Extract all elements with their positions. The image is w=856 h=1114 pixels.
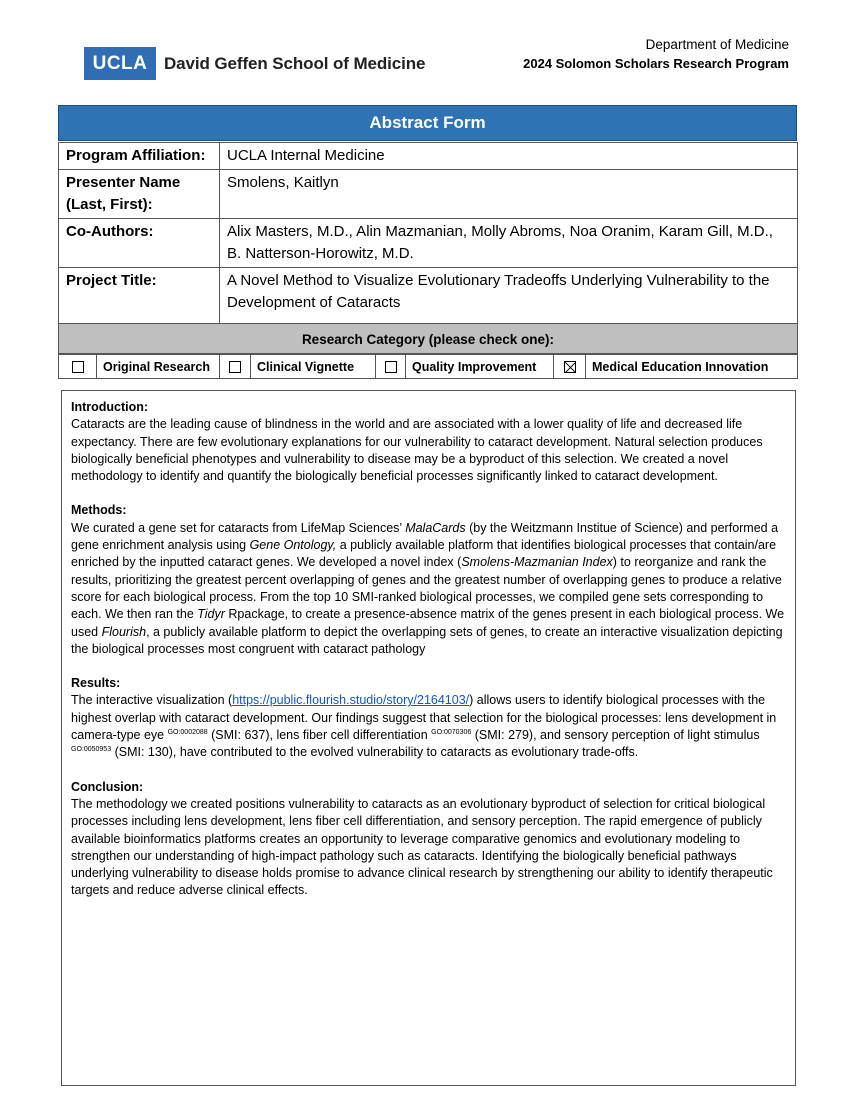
research-category-options xyxy=(58,354,798,379)
go-term: GO:0050953 xyxy=(71,746,112,754)
program-affiliation-value: UCLA Internal Medicine xyxy=(220,143,798,170)
field-label: Co-Authors: xyxy=(59,219,220,268)
field-label: Project Title: xyxy=(59,268,220,330)
section-heading: Conclusion: xyxy=(71,779,144,794)
field-label: Presenter Name (Last, First): xyxy=(59,170,220,219)
department-header xyxy=(523,35,789,73)
introduction-text: Cataracts are the leading cause of blindness in the world and are associated with a lower quality of life and decreased life expectancy. There are few evolutionary explanations for our vulnerability to cataract development. Natural selection produces biologically beneficial phenotypes and vulnerability to disease may be a byproduct of this selection. We created a novel methodology to identify and quantify the biologically beneficial processes significantly linked to cataract development. xyxy=(71,417,763,484)
category-label: Original Research xyxy=(97,355,220,379)
go-term: GO:0002088 xyxy=(167,729,208,737)
checkbox-medical-education-innovation[interactable] xyxy=(554,355,586,379)
category-label: Medical Education Innovation xyxy=(586,355,798,379)
research-category-header: Research Category (please check one): xyxy=(58,323,798,354)
go-term: GO:0070306 xyxy=(431,729,472,737)
category-label: Quality Improvement xyxy=(406,355,554,379)
field-label: Program Affiliation: xyxy=(59,143,220,170)
program-name: 2024 Solomon Scholars Research Program xyxy=(523,56,789,71)
school-name: David Geffen School of Medicine xyxy=(164,53,426,73)
checkbox-icon xyxy=(229,361,241,373)
checked-box-icon xyxy=(564,361,576,373)
category-label: Clinical Vignette xyxy=(251,355,376,379)
checkbox-icon xyxy=(385,361,397,373)
section-heading: Methods: xyxy=(71,503,127,518)
conclusion-text: The methodology we created positions vulnerability to cataracts as an evolutionary byproduct of selection for critical biological processes including lens development, lens fiber cell differentiation, and sensory perception. The rapid emergence of publicly available bioinformatics platforms creates an opportunity to leverage comparative genomics and evolutionary modeling to strengthen our understanding of high-impact pathology such as cataracts. Identifying the biologically beneficial pathways underlying vulnerability to disease holds promise to advance clinical research by strengthening our ability to identify therapeutic targets and reduce adverse clinical effects. xyxy=(71,796,773,898)
ucla-logo-mark: UCLA xyxy=(84,47,156,80)
flourish-story-link[interactable]: https://public.flourish.studio/story/2164103/ xyxy=(232,693,470,708)
info-table xyxy=(58,142,798,330)
checkbox-quality-improvement[interactable] xyxy=(376,355,406,379)
department-name: Department of Medicine xyxy=(645,37,789,52)
section-heading: Introduction: xyxy=(71,400,149,414)
methods-text: We curated a gene set for cataracts from LifeMap Sciences’ MalaCards (by the Weitzmann Institue of Science) and performed a gene enrichment analysis using Gene Ontology, a publicly available platform that identifies biological processes that contain/are enriched by the inputted cataract genes. We developed a novel index (Smolens-Mazmanian Index) to reorganize and rank the results, prioritizing the greatest percent overlapping of genes and the greatest number of overlapping genes to produce a relative score for each biological process. From the top 10 SMI-ranked biological processes, we compiled gene sets corresponding to each. We then ran the Tidyr Rpackage, to create a presence-absence matrix of the genes present in each biological process. We used Flourish, a publicly available platform to depict the overlapping sets of genes, to create an interactive visualization depicting the biological processes most congruent with cataract pathology xyxy=(71,520,785,656)
abstract-body xyxy=(61,390,796,1086)
presenter-name-value: Smolens, Kaitlyn xyxy=(220,170,798,219)
results-text: The interactive visualization (https://public.flourish.studio/story/2164103/) allows users to identify biological processes with the highest overlap with cataract development. Our findings suggest that selection for the biological processes: lens development in camera-type eye $^{GO:0002088}$ (SMI: 637), lens fiber cell differentiation $^{GO:0070306}$ (SMI: 279), and sensory perception of light stimulus $^{GO:0050953}$ (SMI: 130), have contributed to the evolved vulnerability to cataracts as evolutionary trade-offs. xyxy=(71,693,777,760)
co-authors-value: Alix Masters, M.D., Alin Mazmanian, Molly Abroms, Noa Oranim, Karam Gill, M.D., B. Natterson-Horowitz, M.D. xyxy=(220,219,798,268)
section-heading: Results: xyxy=(71,676,121,691)
form-title: Abstract Form xyxy=(58,105,797,141)
checkbox-clinical-vignette[interactable] xyxy=(220,355,251,379)
project-title-value: A Novel Method to Visualize Evolutionary Tradeoffs Underlying Vulnerability to the Development of Cataracts xyxy=(220,268,798,330)
checkbox-original-research[interactable] xyxy=(59,355,97,379)
ucla-logo xyxy=(84,47,425,80)
checkbox-icon xyxy=(72,361,84,373)
